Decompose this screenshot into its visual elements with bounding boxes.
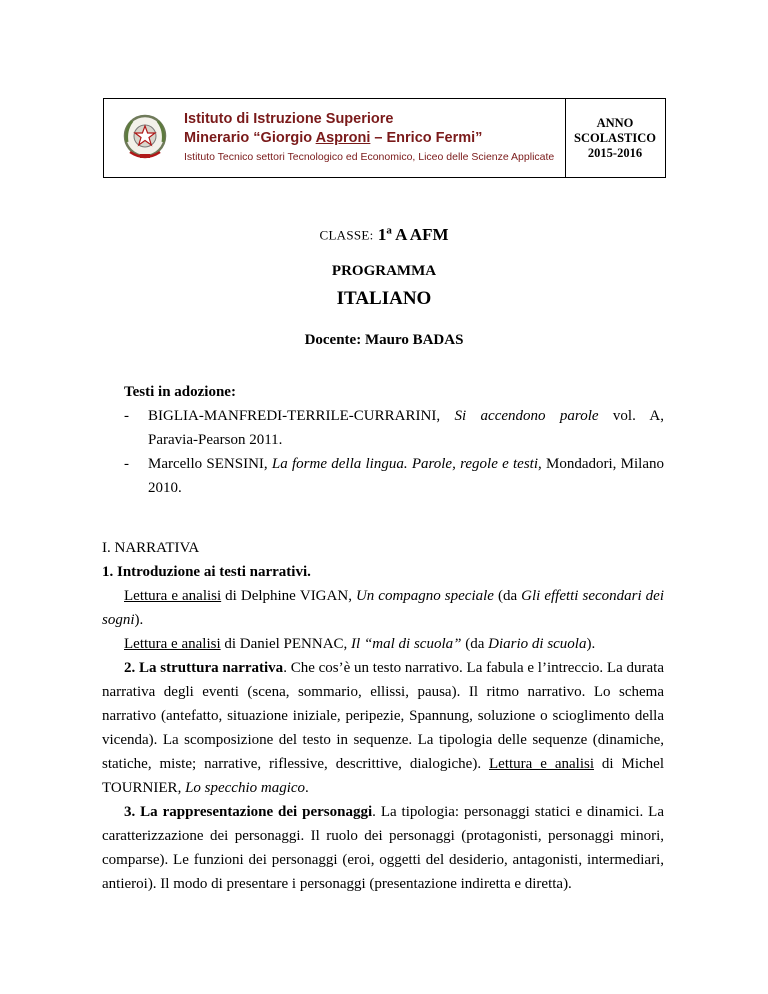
class-line: CLASSE: 1$^a$ A AFM — [319, 224, 449, 244]
program-label: PROGRAMMA — [331, 263, 437, 279]
institute-name: Istituto di Istruzione Superiore — [184, 111, 394, 127]
characters-paragraph: 3. La rappresentazione dei personaggi. La tipologia: personaggi statici e dinamici. La caratterizzazione dei personaggi. Il ruolo dei personaggi (protagonisti, personaggi minori, comparse). Le funzioni dei personaggi (eroi, oggetti del desiderio, antagonisti, intermediari, antieroi). Il modo di presentare i personaggi (presentazione indiretta e diretta). — [102, 804, 664, 892]
reading-entry: Lettura e analisi di Delphine VIGAN, Un compagno speciale (da Gli effetti secondari dei sogni). — [102, 588, 664, 628]
school-year-block — [565, 99, 665, 177]
section-heading: I. NARRATIVA — [102, 540, 200, 556]
school-year: 2015-2016 — [587, 145, 643, 160]
reading-entry: Lettura e analisi di Daniel PENNAC, Il “mal di scuola” (da Diario di scuola). — [124, 636, 596, 652]
textbooks-heading: Testi in adozione: — [124, 384, 236, 400]
anno-label: ANNO — [596, 115, 634, 130]
teacher-line: Docente: Mauro BADAS — [304, 332, 464, 348]
italian-republic-emblem-icon — [120, 112, 170, 164]
institute-description: Istituto Tecnico settori Tecnologico ed Economico, Liceo delle Scienze Applicate — [184, 151, 555, 163]
institute-subname: Minerario “Giorgio Asproni – Enrico Fermi” — [184, 130, 483, 146]
institute-block — [104, 99, 566, 177]
header-box — [103, 98, 666, 178]
subject-title: ITALIANO — [336, 288, 432, 309]
bullet-dash: - — [124, 408, 129, 424]
scolastico-label: SCOLASTICO — [574, 130, 656, 145]
subsection-heading: 1. Introduzione ai testi narrativi. — [102, 564, 311, 580]
textbook-item: BIGLIA-MANFREDI-TERRILE-CURRARINI, Si accendono parole vol. A, Paravia-Pearson 2011. — [148, 408, 664, 448]
textbook-item: Marcello SENSINI, La forme della lingua. Parole, regole e testi, Mondadori, Milano 2010. — [148, 456, 664, 496]
bullet-dash: - — [124, 456, 129, 472]
narrative-structure-paragraph: 2. La struttura narrativa. Che cos’è un testo narrativo. La fabula e l’intreccio. La durata narrativa degli eventi (scena, sommario, ellissi, pausa). Il ritmo narrativo. Lo schema narrativo (antefatto, situazione iniziale, peripezie, Spannung, soluzione o scioglimento della vicenda). La scomposizione del testo in sequenze. La tipologia delle sequenze (dinamiche, statiche, miste; narrative, riflessive, descrittive, dialogiche). Lettura e analisi di Michel TOURNIER, Lo specchio magico. — [102, 660, 665, 796]
